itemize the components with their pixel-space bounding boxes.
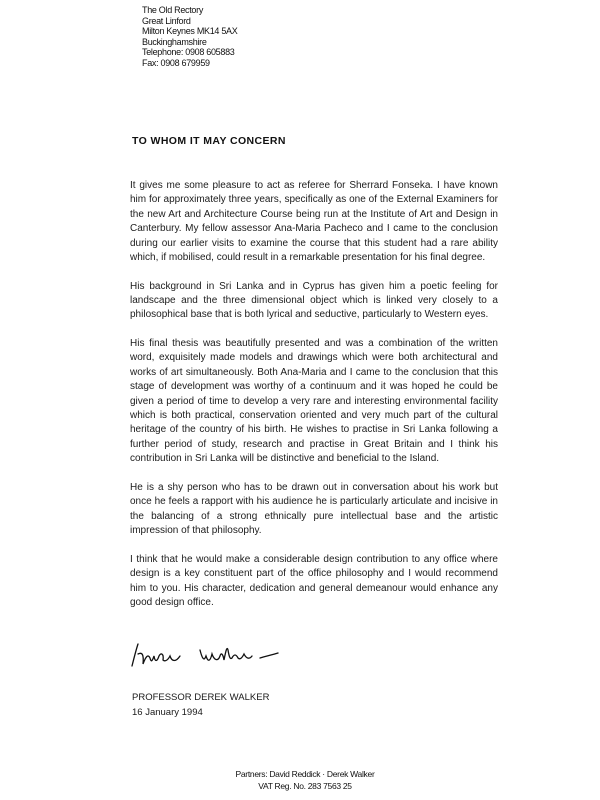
telephone-line: Telephone: 0908 605883: [142, 47, 235, 57]
address-line: Buckinghamshire: [142, 36, 207, 47]
paragraph: It gives me some pleasure to act as referee for Sherrard Fonseka. I have known him for approximately three years, specifically as one of the External Examiners for the new Art and Architecture Course being run at the Institute of Art and Design in Canterbury. My fellow assessor Ana-Maria Pacheco and I came to the conclusion during our earlier visits to examine the course that this student had a rare ability which, if mobilised, could result in a remarkable presentation for his final degree.: [130, 180, 498, 264]
handwritten-signature: [128, 640, 298, 670]
signatory-name: PROFESSOR DEREK WALKER: [132, 692, 270, 703]
letterhead-footer: [0, 768, 600, 792]
address-line: Great Linford: [142, 15, 191, 26]
letterhead-address: [142, 5, 237, 68]
address-line: The Old Rectory: [142, 5, 204, 15]
paragraph: His final thesis was beautifully presented and was a combination of the written word, exquisitely made models and drawings which were both architectural and works of art simultaneously. Both Ana-Maria and I came to the conclusion that this stage of development was worthy of a continuum and it was hoped he could be given a period of time to develop a very rare and interesting environmental facility which is both practical, conservation oriented and very much part of the cultural heritage of the country of his birth. He wishes to practise in Sri Lanka following a further period of study, research and practise in Great Britain and I think his contribution in Sri Lanka will be distinctive and beneficial to the Island.: [130, 338, 498, 465]
address-line: Milton Keynes MK14 5AX: [142, 26, 238, 36]
paragraph: I think that he would make a considerable design contribution to any office where design is a key constituent part of the office philosophy and I would recommend him to you. His character, dedication and general demeanour would enhance any good design office.: [130, 553, 498, 608]
paragraph: He is a shy person who has to be drawn out in conversation about his work but once he feels a rapport with his audience he is particularly articulate and incisive in the balancing of a strong ethnically pure intellectual base and the artistic impression of that philosophy.: [130, 481, 498, 537]
salutation-heading: TO WHOM IT MAY CONCERN: [132, 135, 286, 147]
vat-registration: VAT Reg. No. 283 7563 25: [258, 781, 352, 791]
fax-line: Fax: 0908 679959: [142, 57, 210, 68]
letter-date: 16 January 1994: [132, 707, 203, 718]
letter-body: [130, 179, 498, 625]
partners-line: Partners: David Reddick · Derek Walker: [235, 769, 375, 779]
paragraph: His background in Sri Lanka and in Cyprus has given him a poetic feeling for landscape and the three dimensional object which is linked very closely to a philosophical base that is both lyrical and seductive, particularly to Western eyes.: [130, 280, 498, 321]
